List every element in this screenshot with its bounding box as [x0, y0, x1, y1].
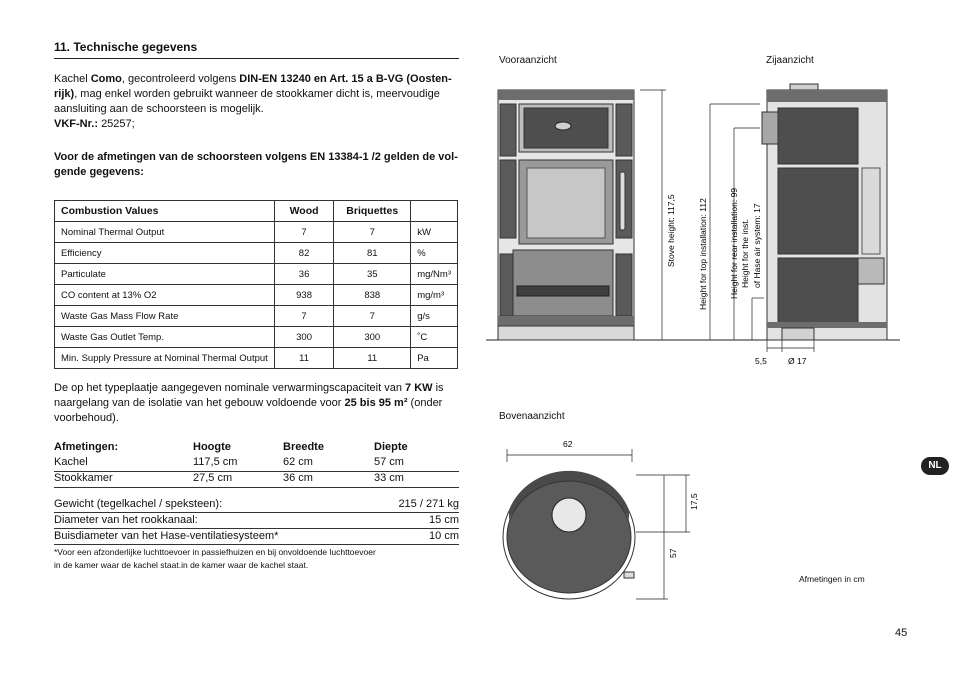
table-cell: kW	[411, 222, 458, 243]
dimensions-block	[54, 441, 459, 545]
dimensions-row-kachel: Kachel 117,5 cm 62 cm 57 cm	[54, 456, 459, 472]
top-installation-label: Height for top installation: 112	[698, 198, 708, 310]
table-cell: %	[411, 243, 458, 264]
dim-17-5: 17,5	[689, 493, 699, 510]
heading-rule	[54, 58, 459, 59]
flue-diameter-row: Diameter van het rookkanaal: 15 cm	[54, 514, 459, 529]
front-view-stove	[498, 90, 634, 340]
side-view-label: Zijaanzicht	[766, 55, 814, 66]
table-cell: 300	[334, 327, 411, 348]
units-note: Afmetingen in cm	[799, 574, 865, 584]
dimensions-header: Afmetingen: Hoogte Breedte Diepte	[54, 441, 408, 453]
table-cell: 35	[334, 264, 411, 285]
table-cell: Waste Gas Mass Flow Rate	[55, 306, 275, 327]
table-cell: Nominal Thermal Output	[55, 222, 275, 243]
table-cell: Min. Supply Pressure at Nominal Thermal Output	[55, 348, 275, 369]
table-header: Wood	[274, 201, 333, 222]
air-system-diameter-row: Buisdiameter van het Hase-ventilatiesysteem* 10 cm	[54, 530, 459, 545]
table-cell: 300	[274, 327, 333, 348]
table-header: Combustion Values	[55, 201, 275, 222]
weight-row: Gewicht (tegelkachel / speksteen): 215 / 271 kg	[54, 498, 459, 513]
stove-technical-drawing	[480, 70, 910, 610]
top-view-label: Bovenaanzicht	[499, 411, 565, 422]
table-cell: g/s	[411, 306, 458, 327]
table-cell: 82	[274, 243, 333, 264]
intro-paragraph: Kachel Como, gecontroleerd volgens DIN-EN 13240 en Art. 15 a B-VG (Oosten- rijk), mag enkel worden gebruikt wanneer de stookkamer dicht is, meervoudige aansluiting aan de schoorsteen is mogelijk. VKF-Nr.: 25257;	[54, 73, 452, 130]
table-cell: CO content at 13% O2	[55, 285, 275, 306]
dim-57: 57	[668, 548, 678, 558]
table-cell: 7	[274, 222, 333, 243]
front-view-label: Vooraanzicht	[499, 55, 557, 66]
table-cell: 7	[334, 306, 411, 327]
table-cell: Particulate	[55, 264, 275, 285]
dim-diameter-17: Ø 17	[788, 356, 807, 366]
air-system-label-1: Height for the inst.	[740, 219, 750, 288]
top-view-stove	[503, 471, 635, 599]
table-cell: mg/m³	[411, 285, 458, 306]
table-cell: Efficiency	[55, 243, 275, 264]
table-cell: 838	[334, 285, 411, 306]
table-cell: 7	[274, 306, 333, 327]
table-cell: 36	[274, 264, 333, 285]
side-view-stove	[762, 84, 887, 340]
footnote: *Voor een afzonderlijke luchttoevoer in passiefhuizen en bij onvoldoende luchttoevoer in de kamer waar de kachel staat.in de kamer waar de kachel staat.	[54, 547, 376, 570]
dim-5-5: 5,5	[755, 356, 767, 366]
table-row	[55, 348, 458, 369]
table-row	[55, 327, 458, 348]
table-row	[55, 243, 458, 264]
combustion-values-table	[54, 200, 458, 369]
table-header: Briquettes	[334, 201, 411, 222]
capacity-paragraph: De op het typeplaatje aangegeven nominale verwarmingscapaciteit van 7 KW is naargelang van de isolatie van het gebouw voldoende voor 25 bis 95 m² (onder voorbehoud).	[54, 382, 444, 424]
table-row	[55, 306, 458, 327]
table-cell: 11	[334, 348, 411, 369]
page-number: 45	[895, 627, 908, 639]
table-row	[55, 222, 458, 243]
rear-installation-label: Height for rear installation: 99	[729, 187, 739, 299]
language-badge: NL	[921, 457, 949, 475]
air-system-label-2: of Hase air system: 17	[752, 203, 762, 288]
table-cell: Waste Gas Outlet Temp.	[55, 327, 275, 348]
table-cell: mg/Nm³	[411, 264, 458, 285]
table-cell: 938	[274, 285, 333, 306]
table-cell: ˚C	[411, 327, 458, 348]
table-cell: 81	[334, 243, 411, 264]
dimensions-row-stookkamer: Stookkamer 27,5 cm 36 cm 33 cm	[54, 472, 459, 488]
table-cell: 7	[334, 222, 411, 243]
stove-height-label: Stove height: 117,5	[666, 194, 676, 267]
table-row	[55, 285, 458, 306]
table-header-row	[55, 201, 458, 222]
chimney-note: Voor de afmetingen van de schoorsteen volgens EN 13384-1 /2 gelden de vol- gende gegevens:	[54, 151, 458, 178]
table-cell: Pa	[411, 348, 458, 369]
section-heading: 11. Technische gegevens	[54, 40, 198, 54]
table-header	[411, 201, 458, 222]
table-cell: 11	[274, 348, 333, 369]
dim-62: 62	[563, 439, 573, 449]
table-row	[55, 264, 458, 285]
